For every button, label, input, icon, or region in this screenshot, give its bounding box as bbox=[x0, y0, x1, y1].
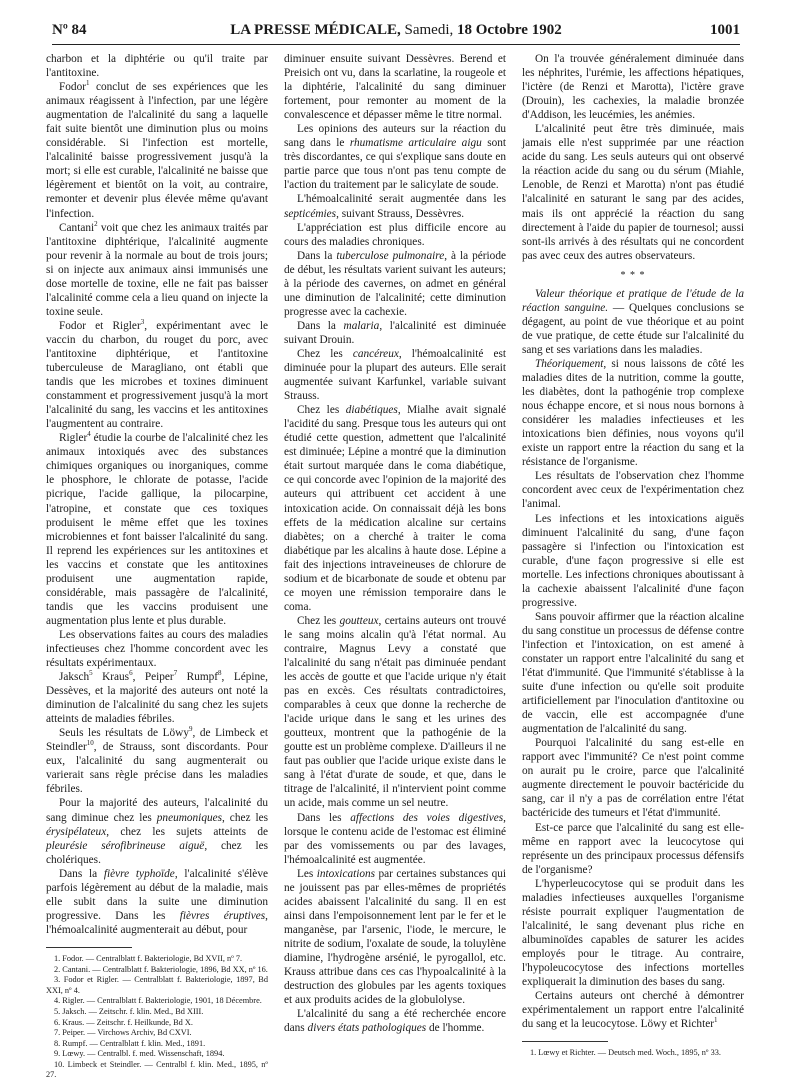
journal-name: LA PRESSE MÉDICALE, bbox=[230, 22, 401, 38]
footnote-ref: 7 bbox=[173, 669, 178, 678]
paragraph: Les observations faites au cours des maladies infectieuses chez l'homme concordent avec les résultats expérimentaux. bbox=[46, 628, 268, 670]
footnotes bbox=[46, 954, 268, 1081]
paragraph: L'hémoalcalinité serait augmentée dans les septicémies, suivant Strauss, Dessèvres. bbox=[284, 193, 506, 220]
paragraph: Seuls les résultats de Löwy$^9$, de Limbeck et Steindler$^{10}$, de Strauss, sont discordants. Pour eux, l'alcalinité du sang augmenterait ou varierait sans règle précise dans les maladies fébriles. bbox=[46, 725, 268, 796]
section-title: Valeur théorique et pratique de l'étude de la réaction sanguine. bbox=[522, 287, 744, 314]
paragraph: Dans la tuberculose pulmonaire, à la période de début, les résultats varient suivant les auteurs; à la période des cavernes, on admet en général une diminution de l'alcalinité; cette diminution progresse avec la cachexie. bbox=[284, 249, 506, 318]
footnote: 9. Lœwy. — Centralbl. f. med. Wissenschaft, 1894. bbox=[54, 1049, 225, 1059]
paragraph: Les intoxications par certaines substances qui ne jouissent pas par elles-mêmes de propriétés acides abaissent l'alcalinité du sang. Il en est ainsi dans l'empoisonnement lent par le fer et le manganèse, par l'arsenic, l'iode, le mercure, le nitrite de sodium, l'oxalate de soude, la toluylène diamine, l'hydrogène arsénié, le pyrogallol, etc. Krauss attribue dans ces cas l'hypoalcalinité à la destruction des globules par les agents toxiques et aux produits acides de la globulolyse. bbox=[284, 867, 507, 1007]
paragraph: Chez les diabétiques, Mialhe avait signalé l'acidité du sang. Presque tous les auteurs qui ont étudié cette question, admettent que l'alcalinité est diminuée; Lépine a montré que la diminution était surtout marquée dans le coma diabétique, ce qui concorde avec l'opinion de la majorité des auteurs qui attribuent cet accident à une intoxication acide. On connaissait déjà les bons effets de la médication alcaline sur certains diabètes; on a cherché à traiter le coma diabétique par les alcalins à haute dose. Lépine a fait des injections intraveineuses de chlorure de sodium et de bicarbonate de soude et obtenu par ce moyen une rémission temporaire dans le coma. bbox=[284, 404, 507, 613]
footnote-ref: 5 bbox=[89, 669, 93, 678]
paragraph: Rigler$^4$ étudie la courbe de l'alcalinité chez les animaux intoxiqués avec des substances chimiques organiques ou inorganiques, comme le phosphore, le chlorate de potasse, l'acide picrique, l'acide gallique, la pilocarpine, l'atropine, et constate que ces toxiques produisent le même effet que les toxines microbiennes et font baisser l'alcalinité du sang. Il reprend les expériences sur les antitoxines et les vaccins et constate que les antitoxines produisent une augmentation rapide, considérable, mais passagère de l'alcalinité, tandis que les vaccins produisent une augmentation plus lente et plus durable. bbox=[46, 430, 268, 627]
footnote: 1. Lœwy et Richter. — Deutsch med. Woch., 1895, nº 33. bbox=[530, 1048, 721, 1058]
paragraph: Dans la fièvre typhoïde, l'alcalinité s'élève parfois légèrement au début de la maladie, mais elle subit dans la suite une diminution progressive. Dans les fièvres éruptives, l'hémoalcalinité augmenterait au début, pour bbox=[46, 867, 268, 936]
paragraph: Dans la malaria, l'alcalinité est diminuée suivant Drouin. bbox=[284, 319, 506, 346]
paragraph: Les opinions des auteurs sur la réaction du sang dans le rhumatisme articulaire aigu sont très discordantes, ce qui s'explique sans doute en partie parce que tous n'ont pas tenu compte de l'action du traitement par le salicylate de soude. bbox=[284, 123, 507, 192]
column-middle bbox=[284, 52, 506, 1072]
paragraph: L'alcalinité peut être très diminuée, mais jamais elle n'est supprimée par une réaction acide du sang. Les seuls auteurs qui ont observé la réaction acide du sang ou du sérum (Miahle, Lenoble, de Renzi et Marotta) n'ont pas étudié l'alcalinité en saturant le sang par des acides, mais ils ont apprécié la réaction du sang directement à l'aide du papier de tournesol; aussi sont-ils arrivés à des résultats qui ne concordent pas avec ceux des autres observateurs. bbox=[522, 123, 744, 262]
paragraph: Pourquoi l'alcalinité du sang est-elle en rapport avec l'immunité? Ce n'est point comme on aurait pu le croire, parce que l'alcalinité augmente directement le pouvoir bactéricide du sang, car il n'y a pas de corrélation entre l'état bactéricide des tumeurs et l'état d'immunité. bbox=[522, 737, 744, 820]
paragraph: Chez les cancéreux, l'hémoalcalinité est diminuée pour la plupart des auteurs. Elle serait augmentée suivant Karfunkel, variable suivant Strauss. bbox=[284, 347, 506, 403]
footnote: 2. Cantani. — Centralblatt f. Bakteriologie, 1896, Bd XX, nº 16. bbox=[54, 964, 268, 974]
column-right bbox=[522, 52, 744, 1072]
footnote-ref: 2 bbox=[94, 219, 98, 228]
footnote: 8. Rumpf. — Centralblatt f. klin. Med., 1891. bbox=[54, 1038, 206, 1048]
paragraph: Fodor$^1$ conclut de ses expériences que les animaux réagissent à l'infection, par une légère augmentation de l'alcalinité du sang a laquelle fait suite bientôt une diminution plus ou moins considérable. Si l'infection est mortelle, l'alcalinité baisse progressivement jusqu'à la mort; si elle est curable, l'alcalinité ne baisse que légèrement et bientôt on la voit, au contraire, remonter et devenir plus élevée même qu'avant l'infection. bbox=[46, 79, 268, 220]
paragraph: Théoriquement, si nous laissons de côté les maladies dites de la nutrition, comme la goutte, les diabètes, dont la pathogénie trop complexe nous échappe encore, et si nous nous bornons à considérer les maladies infectieuses et les intoxications bien définies, nous voyons qu'il existe un rapport entre la réaction du sang et la résistance de l'organisme. bbox=[522, 357, 744, 469]
footnote-ref: 4 bbox=[87, 430, 91, 439]
journal-title bbox=[52, 22, 740, 39]
paragraph: diminuer ensuite suivant Dessèvres. Berend et Preisich ont vu, dans la scarlatine, la rougeole et la diphtérie, l'alcalinité du sang diminuer fortement, pour remonter au moment de la convalescence et dépasser même le titre normal. bbox=[284, 53, 506, 122]
footnote-ref: 10 bbox=[86, 739, 94, 748]
paragraph: Pour la majorité des auteurs, l'alcalinité du sang diminue chez les pneumoniques, chez les érysipélateux, chez les sujets atteints de pleurésie sérofibrineuse aiguë, chez les cholériques. bbox=[46, 797, 268, 866]
footnote-ref: 3 bbox=[140, 318, 145, 327]
page-number: 1001 bbox=[710, 22, 740, 38]
footnote: 4. Rigler. — Centralblatt f. Bakteriologie, 1901, 18 Décembre. bbox=[54, 996, 262, 1006]
paragraph: Est-ce parce que l'alcalinité du sang est elle-même en rapport avec la leucocytose qui représente un des principaux processus défensifs de l'organisme? bbox=[522, 821, 744, 876]
paragraph: L'hyperleucocytose qui se produit dans les maladies infectieuses auxquelles l'organisme résiste pourrait expliquer l'augmentation de l'alcalinité, le sang devenant plus riche en albuminoïdes capables de saturer les acides employés pour le titrage. Au contraire, l'hypoleucocytose des infections mortelles expliquerait la diminution des bases du sang. bbox=[522, 877, 744, 989]
issue-date: 18 Octobre 1902 bbox=[457, 22, 562, 38]
footnote: 6. Kraus. — Zeitschr. f. Heilkunde, Bd X. bbox=[54, 1017, 193, 1027]
footnotes bbox=[522, 1048, 744, 1059]
footnote-ref: 6 bbox=[129, 669, 133, 678]
footnote: 10. Limbeck et Steindler. — Centralbl f. klin. Med., 1895, nº 27. bbox=[46, 1059, 268, 1080]
paragraph: Fodor et Rigler$^3$, expérimentant avec le vaccin du charbon, du rouget du porc, avec l'antitoxine diphtérique, et l'antitoxine tuberculeuse de Maragliano, ont établi que tandis que les microbes et toxines diminuent constamment et progressivement jusqu'à la mort l'alcalinité du sang, les vaccins et les antitoxines l'augmentent au contraire. bbox=[46, 318, 268, 431]
section-divider: * * * bbox=[620, 269, 646, 281]
header-rule bbox=[52, 44, 740, 45]
footnote: 1. Fodor. — Centralblatt f. Bakteriologie, Bd XVII, nº 7. bbox=[54, 953, 243, 963]
paragraph: Certains auteurs ont cherché à démontrer expérimentalement un rapport entre l'alcalinité du sang et la leucocytose. Löwy et Richter$^1$ bbox=[522, 990, 744, 1031]
issue-day: Samedi, bbox=[404, 22, 454, 38]
paragraph: Cantani$^2$ voit que chez les animaux traités par l'antitoxine diphtérique, l'alcalinité augmente pour revenir à la normale au bout de trois jours; si on injecte aux animaux ainsi immunisés une dose mortelle de toxine, elle ne fait pas baisser l'alcalinité comme cela a lieu quand on injecte la toxine seule. bbox=[46, 219, 268, 318]
running-header bbox=[52, 22, 740, 42]
footnote: 7. Peiper. — Virchows Archiv, Bd CXVI. bbox=[54, 1028, 192, 1038]
footnote-rule bbox=[46, 947, 132, 948]
paragraph: Jaksch$^5$ Kraus$^6$, Peiper$^7$ Rumpf$^8$, Lépine, Dessèves, et la majorité des auteurs ont noté la diminution de l'alcalinité du sang chez les sujets atteints de maladies fébriles. bbox=[46, 669, 269, 726]
footnote-ref: 9 bbox=[188, 725, 193, 734]
column-left bbox=[46, 52, 269, 1080]
footnote-rule bbox=[522, 1041, 608, 1042]
paragraph: Chez les goutteux, certains auteurs ont trouvé le sang moins alcalin qu'à l'état normal. Au contraire, Magnus Levy a constaté que l'alcalinité du sang n'était pas diminuée pendant les accès de goutte et que l'acide urique n'y était pas en excès. Ces résultats contradictoires, comparables à ceux que donne la recherche de l'acide urique dans le sang et les urines des goutteux, montrent que la pathogénie de la goutte est un problème complexe. D'ailleurs il ne faut pas oublier que l'acide urique existe dans le sang à l'état d'urate de soude, et que, dans le titrage de l'alcalinité, il n'intervient point comme un acide, mais comme un sel neutre. bbox=[284, 614, 506, 810]
paragraph: Les infections et les intoxications aiguës diminuent l'alcalinité du sang, d'une façon passagère si l'infection ou l'intoxication est curable, d'une façon progressive si elle est mortelle. Les infections chroniques aboutissant à la cachexie abaissent l'alcalinité d'une façon progressive. bbox=[522, 512, 744, 609]
paragraph: Dans les affections des voies digestives, lorsque le contenu acide de l'estomac est éliminé par des vomissements ou par des lavages, l'hémoalcalinité est augmentée. bbox=[284, 811, 506, 866]
paragraph: charbon et la diphtérie ou qu'il traite par l'antitoxine. bbox=[46, 53, 268, 80]
paragraph: Sans pouvoir affirmer que la réaction alcaline du sang constitue un processus de défense contre l'infection et l'intoxication, on est amené à constater un rapport entre l'alcalinité du sang et l'état d'immunité. Que l'immunité s'établisse à la suite d'une infection ou qu'elle soit produite artificiellement par l'inoculation d'antitoxine ou de vaccin, elle est accompagnée d'une augmentation de l'alcalinité du sang. bbox=[522, 610, 744, 736]
footnote-ref: 8 bbox=[218, 669, 222, 678]
footnote: 3. Fodor et Rigler. — Centralblatt f. Bakteriologie, 1897, Bd XXI, nº 4. bbox=[46, 975, 268, 995]
paragraph: Les résultats de l'observation chez l'homme concordent avec ceux de l'expérimentation chez l'animal. bbox=[522, 470, 744, 511]
paragraph: Valeur théorique et pratique de l'étude de la réaction sanguine. — Quelques conclusions se dégagent, au point de vue théorique et au point de vue pratique, de cette étude sur l'alcalinité du sang et ses variations dans les maladies. bbox=[522, 287, 745, 356]
footnote-ref: 1 bbox=[714, 1016, 718, 1025]
paragraph: L'alcalinité du sang a été recherchée encore dans divers états pathologiques de l'homme. bbox=[284, 1008, 506, 1035]
footnote-ref: 1 bbox=[86, 79, 90, 88]
paragraph: On l'a trouvée généralement diminuée dans les néphrites, l'urémie, les affections hépatiques, l'ictère (de Renzi et Marotta), l'ictère grave (Drouin), les cachexies, la maladie bronzée d'Addison, les leucémies, les anémies. bbox=[522, 53, 744, 122]
issue-number: Nº 84 bbox=[52, 22, 87, 38]
paragraph: L'appréciation est plus difficile encore au cours des maladies chroniques. bbox=[284, 221, 506, 248]
footnote: 5. Jaksch. — Zeitschr. f. klin. Med., Bd XIII. bbox=[54, 1006, 204, 1016]
